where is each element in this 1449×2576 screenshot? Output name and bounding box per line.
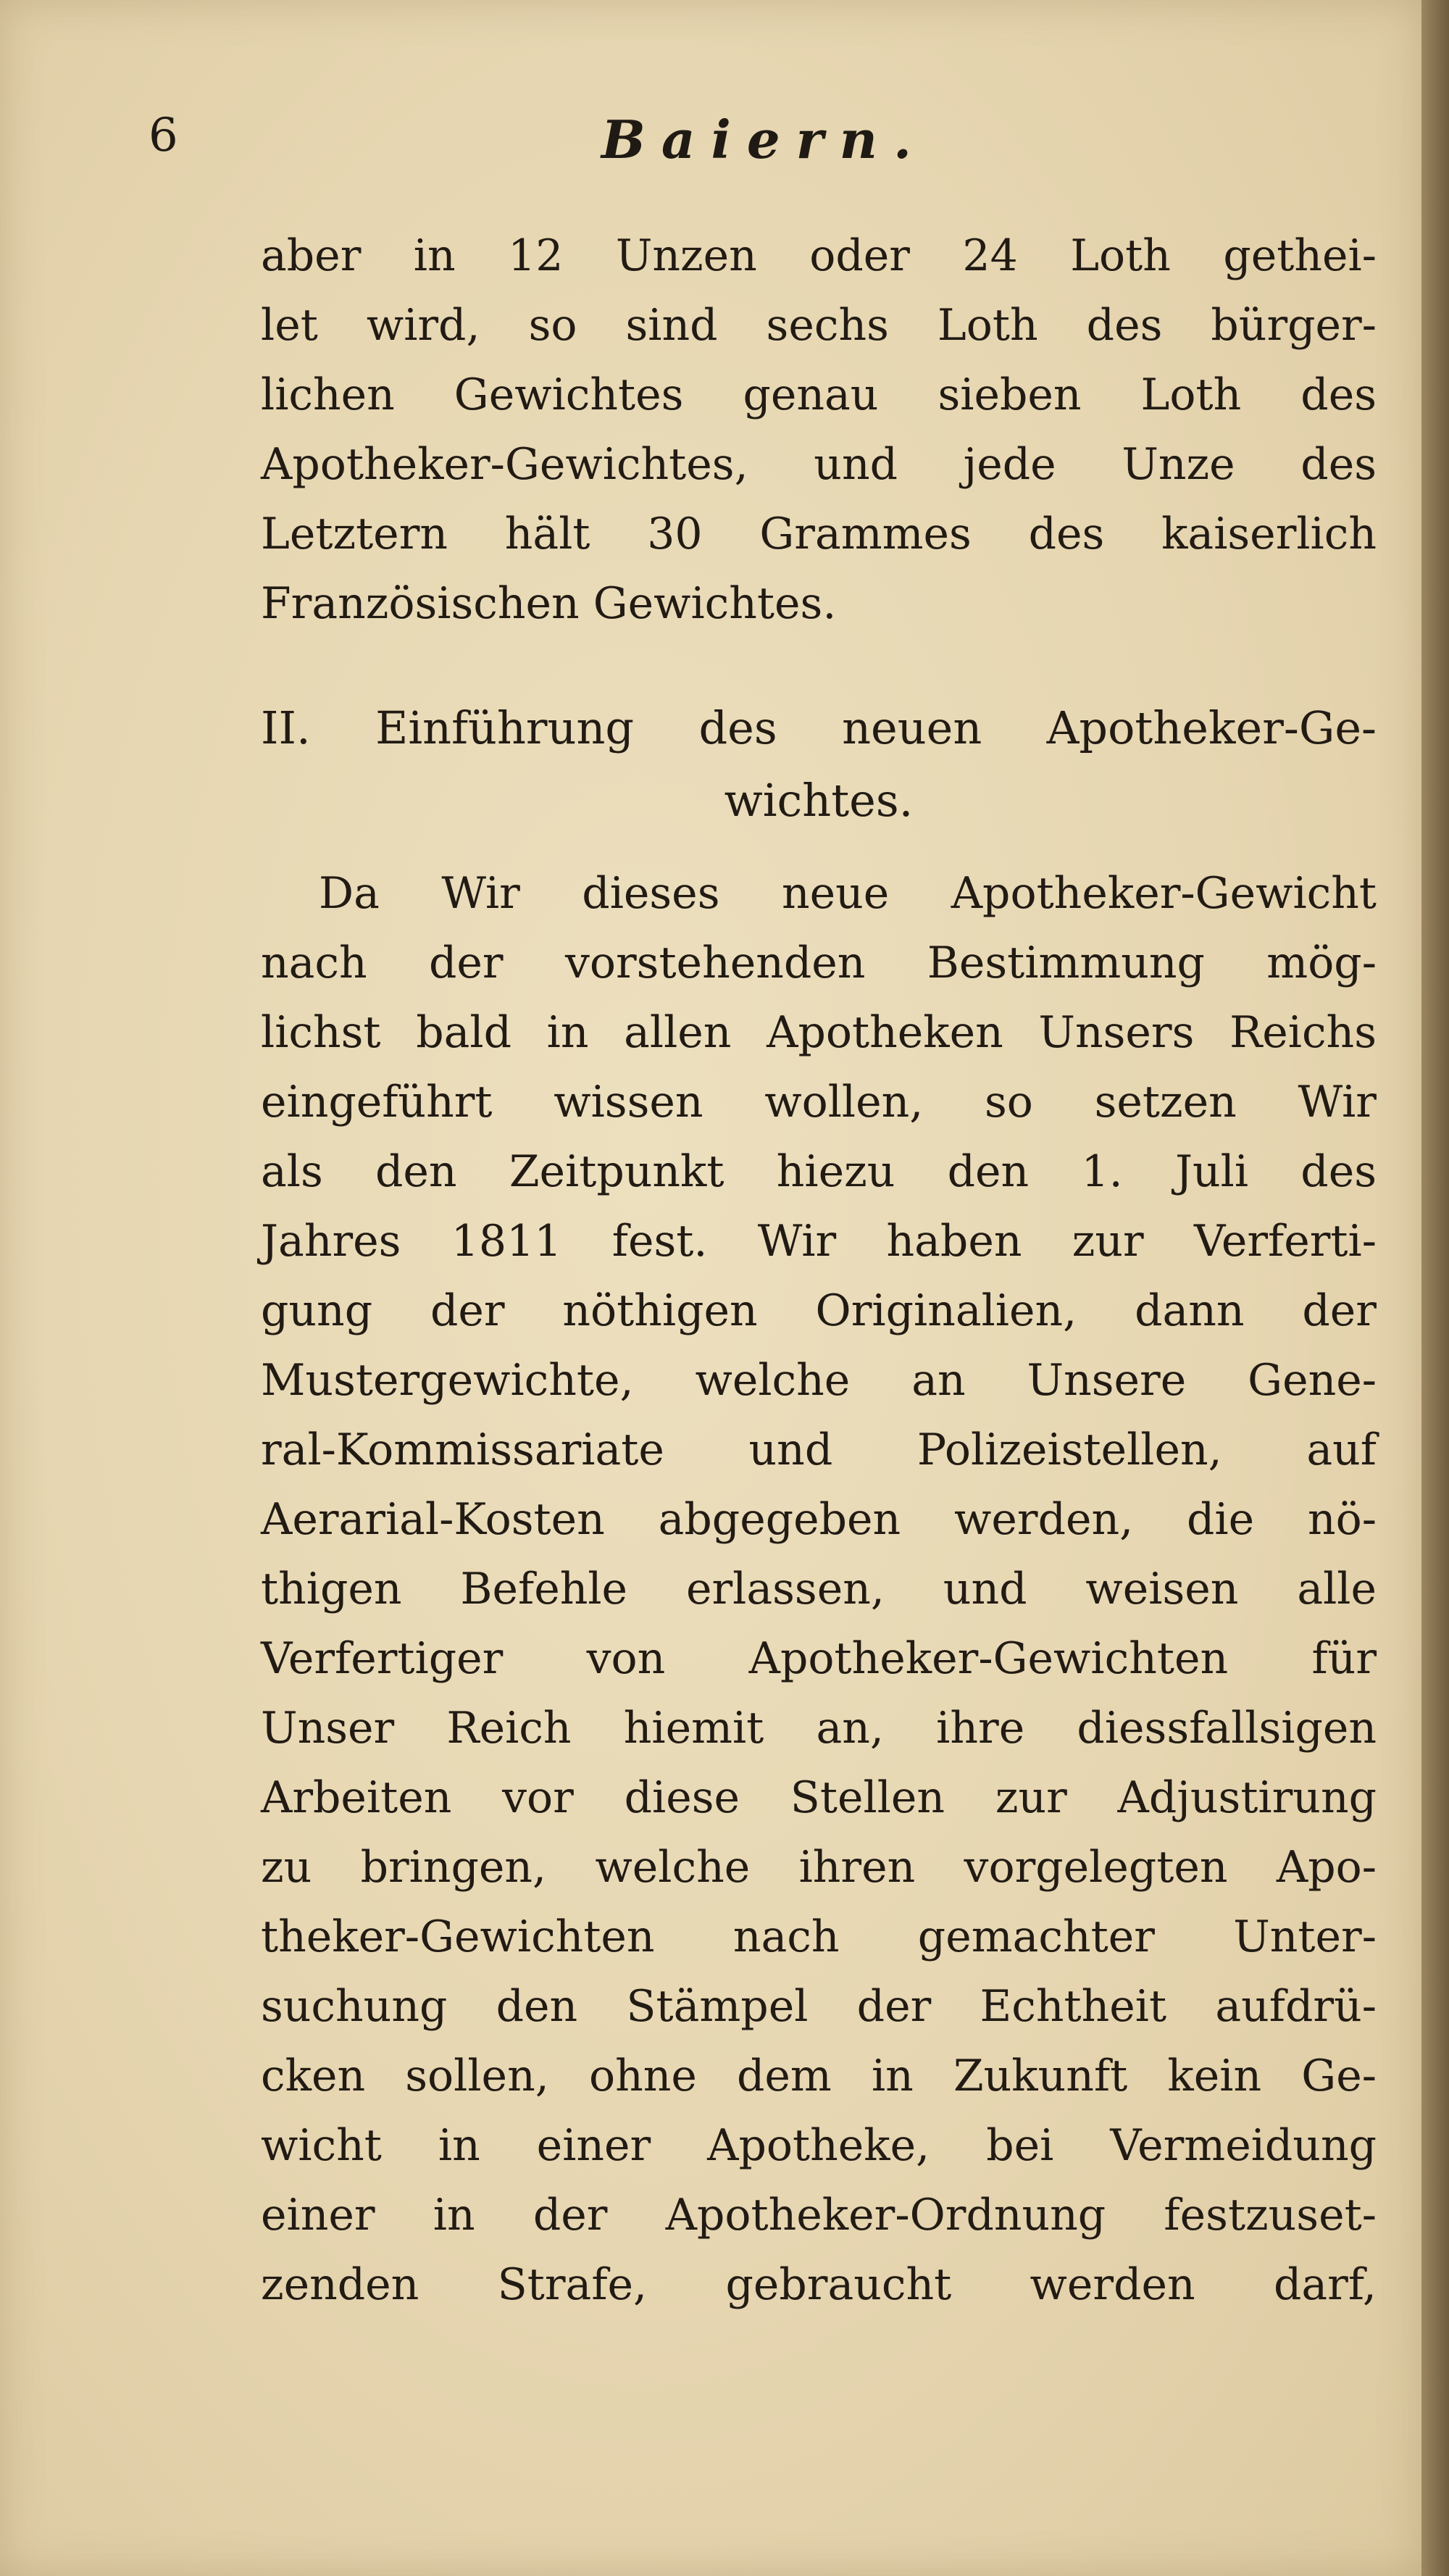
text-line: als den Zeitpunkt hiezu den 1. Juli des	[261, 1146, 1377, 1197]
text-line: wicht in einer Apotheke, bei Vermeidung	[261, 2120, 1377, 2171]
text-line: let wird, so sind sechs Loth des bürger-	[261, 300, 1377, 351]
text-line: thigen Befehle erlassen, und weisen alle	[261, 1564, 1377, 1614]
text-line: Französischen Gewichtes.	[261, 578, 837, 629]
text-line: ral-Kommissariate und Polizeistellen, auf	[261, 1425, 1377, 1475]
page-edge	[1421, 0, 1449, 2576]
page-number: 6	[149, 109, 178, 162]
text-line: nach der vorstehenden Bestimmung mög-	[261, 938, 1377, 988]
text-line: zenden Strafe, gebraucht werden darf,	[261, 2259, 1377, 2310]
paragraph-continuation	[261, 221, 1377, 638]
text-line: zu bringen, welche ihren vorgelegten Apo-	[261, 1842, 1377, 1893]
section-heading-line: II. Einführung des neuen Apotheker-Ge-	[261, 701, 1377, 754]
text-line: Da Wir dieses neue Apotheker-Gewicht	[319, 868, 1377, 919]
running-head	[0, 109, 1421, 196]
text-line: cken sollen, ohne dem in Zukunft kein Ge-	[261, 2051, 1377, 2101]
text-line: suchung den Stämpel der Echtheit aufdrü-	[261, 1981, 1377, 2032]
text-line: lichen Gewichtes genau sieben Loth des	[261, 370, 1377, 420]
text-line: Verfertiger von Apotheker-Gewichten für	[261, 1633, 1377, 1684]
text-line: Arbeiten vor diese Stellen zur Adjustirung	[261, 1772, 1377, 1823]
section-heading	[261, 692, 1377, 837]
text-line: lichst bald in allen Apotheken Unsers Reichs	[261, 1007, 1377, 1058]
text-line: eingeführt wissen wollen, so setzen Wir	[261, 1077, 1377, 1127]
text-line: Letztern hält 30 Grammes des kaiserlich	[261, 509, 1377, 559]
text-line: Mustergewichte, welche an Unsere Gene-	[261, 1355, 1377, 1406]
text-line: Unser Reich hiemit an, ihre diessfallsigen	[261, 1703, 1377, 1754]
text-line: einer in der Apotheker-Ordnung festzuset-	[261, 2190, 1377, 2241]
text-line: Aerarial-Kosten abgegeben werden, die nö-	[261, 1494, 1377, 1545]
section-heading-line: wichtes.	[724, 774, 914, 827]
paragraph-body	[261, 859, 1377, 2319]
text-line: Jahres 1811 fest. Wir haben zur Verferti-	[261, 1216, 1377, 1267]
running-title: Baiern.	[601, 109, 928, 170]
text-line: gung der nöthigen Originalien, dann der	[261, 1285, 1377, 1336]
text-line: Apotheker-Gewichtes, und jede Unze des	[261, 439, 1377, 490]
text-line: aber in 12 Unzen oder 24 Loth gethei-	[261, 230, 1377, 281]
text-line: theker-Gewichten nach gemachter Unter-	[261, 1912, 1377, 1962]
